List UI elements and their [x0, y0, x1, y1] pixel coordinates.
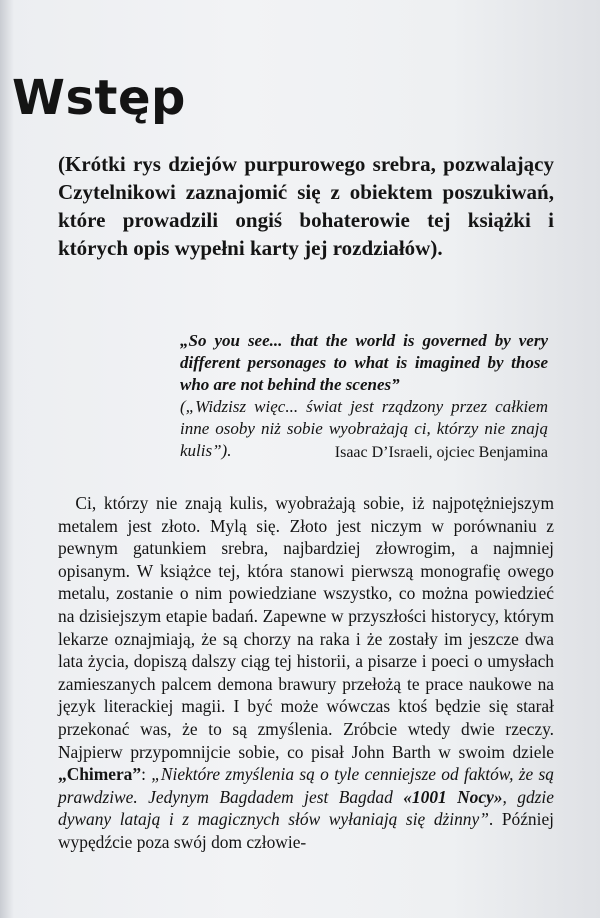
body-text-part3: . Później wypędźcie poza swój dom człowie- — [58, 809, 554, 852]
body-text-part2: : — [141, 764, 152, 785]
epigraph-polish: („Widzisz więc... świat jest rządzony przez całkiem inne osoby niż sobie wyobrażają ci, którzy nie znają kulis”). — [180, 397, 548, 460]
book-title-chimera: „Chimera” — [58, 764, 142, 785]
epigraph-attribution: Isaac D’Israeli, ojciec Benjamina — [334, 444, 548, 461]
epigraph — [180, 330, 548, 462]
body-paragraph — [58, 492, 554, 854]
epigraph-english: „So you see... that the world is governed by very different personages to what is imagined by those who are not behind the scenes” — [180, 331, 548, 394]
chapter-title: Wstęp — [12, 70, 186, 126]
barth-quote-part2: , gdzie dywany latają i z magicznych słów wyłaniają się dżinny” — [58, 786, 554, 830]
page-gutter-shadow — [0, 0, 14, 918]
body-text-part1: Ci, którzy nie znają kulis, wyobrażają sobie, iż najpotężniejszym metalem jest złoto. Mylą się. Złoto jest niczym w porównaniu z pewnym gatunkiem srebra, najbardziej złowrogim, a najmniej opisanym. W książce tej, która stanowi pierwszą monografię owego metalu, zostanie o nim powiedziane wszystko, co można powiedzieć na dzisiejszym etapie badań. Zapewne w przyszłości historycy, którym lekarze oznajmiają, że są chorzy na raka i że zostały im jeszcze dwa lata życia, dopiszą dalszy ciąg tej historii, a pisarze i poeci o umysłach zamieszanych palcem demona brawury przełożą te prace naukowe na język literackiej magii. I być może wówczas ktoś będzie się starał przekonać was, że to są zmyślenia. Zróbcie wtedy dwie rzeczy. Najpierw przypomnijcie sobie, co pisał John Barth w swoim dziele — [58, 493, 554, 762]
barth-quote-part1: „Niektóre zmyślenia są o tyle cenniejsze od faktów, że są prawdziwe. Jedynym Bagdadem jest Bagdad — [58, 764, 554, 807]
chapter-subtitle: (Krótki rys dziejów purpurowego srebra, pozwalający Czytelnikowi zaznajomić się z obiektem poszukiwań, które prowadzili ongiś bohaterowie tej książki i których opis wypełni karty jej rozdziałów). — [58, 152, 554, 260]
book-title-1001-nights: «1001 Nocy» — [403, 786, 503, 807]
